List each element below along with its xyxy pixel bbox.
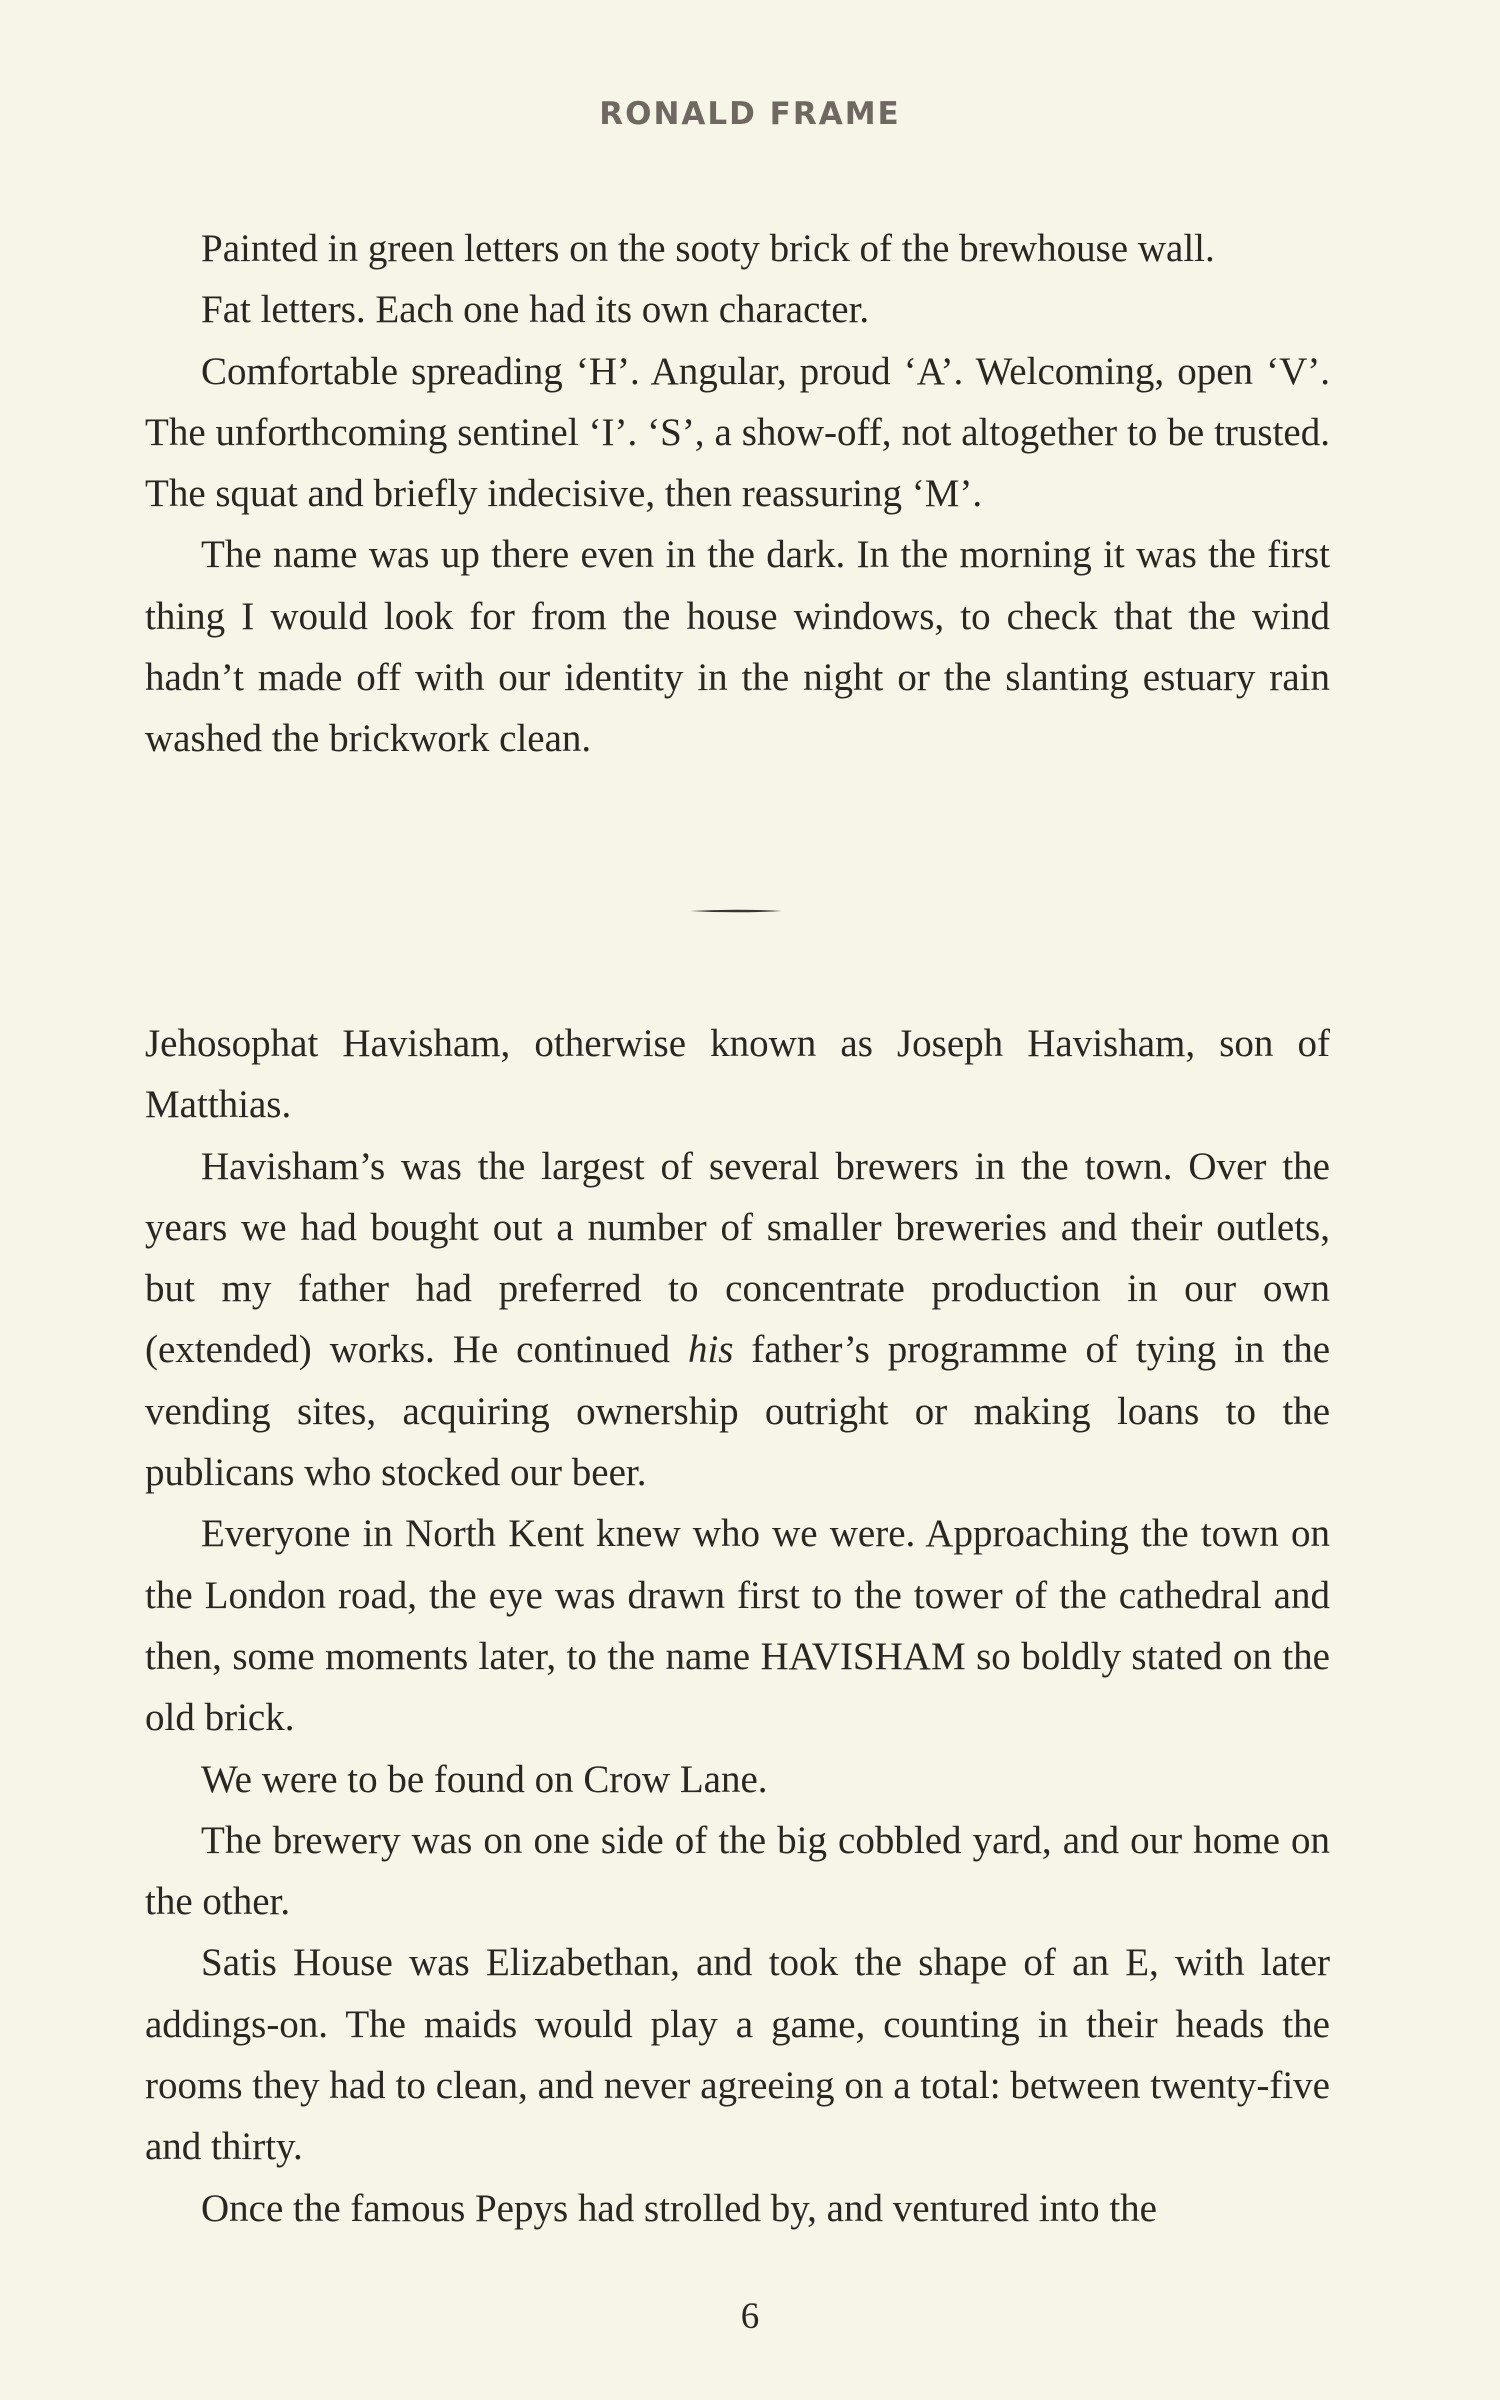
paragraph-text: father’s programme of tying in the vending sites, acquiring ownership outright or making loans to the publicans who stocked our beer. — [145, 1328, 1331, 1495]
running-head: RONALD FRAME — [599, 96, 901, 132]
paragraph: Painted in green letters on the sooty brick of the brewhouse wall. — [201, 227, 1215, 270]
ornamental-rule-icon — [690, 908, 782, 914]
section-two — [145, 1013, 1330, 2239]
paragraph: Once the famous Pepys had strolled by, and ventured into the — [201, 2186, 1157, 2230]
page-number: 6 — [740, 2296, 760, 2337]
paragraph: Fat letters. Each one had its own character. — [201, 288, 870, 332]
emphasis-text: his — [687, 1328, 734, 1372]
section-one — [145, 218, 1330, 770]
paragraph: The name was up there even in the dark. In the morning it was the first thing I would look for from the house windows, to check that the wind hadn’t made off with our identity in the night or the slanting estuary rain washed the brickwork clean. — [145, 533, 1330, 761]
paragraph: The brewery was on one side of the big cobbled yard, and our home on the other. — [145, 1818, 1330, 1924]
paragraph: We were to be found on Crow Lane. — [201, 1757, 768, 1801]
paragraph: Everyone in North Kent knew who we were. Approaching the town on the London road, the eye was drawn first to the tower of the cathedral and then, some moments later, to the name HAVISHAM so boldly stated on the old brick. — [145, 1512, 1330, 1740]
paragraph: Comfortable spreading ‘H’. Angular, proud ‘A’. Welcoming, open ‘V’. The unforthcoming sentinel ‘I’. ‘S’, a show-off, not altogether to be trusted. The squat and briefly indecisive, then reassuring ‘M’. — [145, 349, 1330, 516]
paragraph: Satis House was Elizabethan, and took the shape of an E, with later addings-on. The maids would play a game, counting in their heads the rooms they had to clean, and never agreeing on a total: between twenty-five and thirty. — [145, 1941, 1330, 2169]
paragraph-text: Havisham’s was the largest of several brewers in the town. Over the years we had bought out a number of smaller breweries and their outlets, but my father had preferred to concentrate production in our own (extended) works. He continued — [145, 1144, 1330, 1372]
paragraph — [145, 1136, 1330, 1504]
paragraph: Jehosophat Havisham, otherwise known as Joseph Havisham, son of Matthias. — [145, 1022, 1330, 1127]
